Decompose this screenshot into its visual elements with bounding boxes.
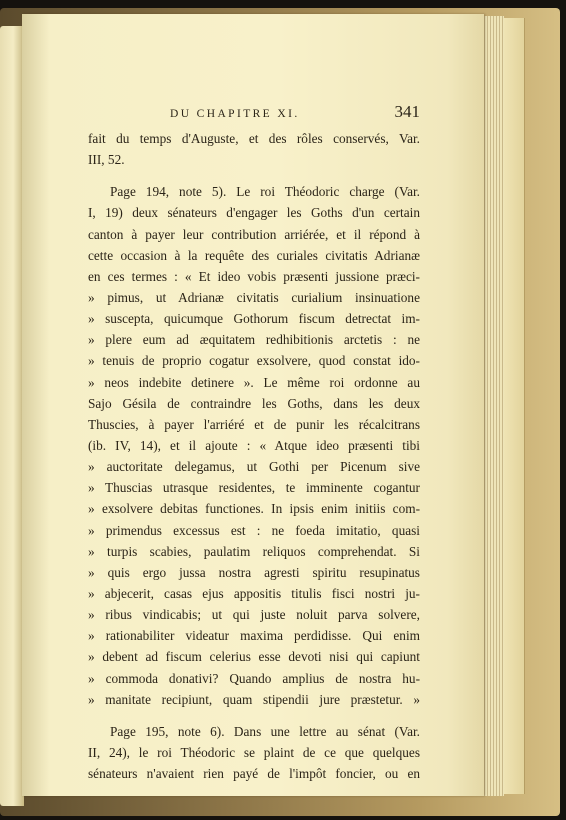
text-line: » tenuis de proprio cogatur exsolvere, quod constat ido- bbox=[88, 353, 420, 369]
text-line: » pimus, ut Adrianæ civitatis curialium insinuatione bbox=[88, 289, 420, 305]
text-line: I, 19) deux sénateurs d'engager les Goths d'un certain bbox=[88, 205, 420, 221]
text-line: » quis ergo jussa nostra agresti spiritu resupinatus bbox=[88, 564, 420, 580]
text-line: » commoda donativi? Quando amplius de nostra hu- bbox=[88, 670, 420, 686]
text-line: » abjecerit, casas ejus appositis titulis fisci nostri ju- bbox=[88, 585, 420, 601]
page-number: 341 bbox=[394, 102, 420, 121]
text-line: » neos indebite detinere ». Le même roi ordonne au bbox=[88, 374, 420, 390]
text-line: » turpis scabies, paulatim reliquos comprehendat. Si bbox=[88, 543, 420, 559]
running-header bbox=[88, 102, 420, 126]
text-line: » exsolvere debitas functiones. In ipsis enim initiis com- bbox=[88, 501, 420, 517]
page-edges bbox=[482, 16, 504, 796]
text-line: III, 52. bbox=[88, 152, 125, 168]
text-line: » ribus vindicabis; ut qui juste noluit parva solvere, bbox=[88, 607, 420, 623]
text-line: cette occasion à la requête des curiales civitatis Adrianæ bbox=[88, 247, 420, 263]
text-line: Page 195, note 6). Dans une lettre au sénat (Var. bbox=[110, 723, 420, 739]
book-page bbox=[22, 14, 484, 796]
text-line: Sajo Gésila de contraindre les Goths, dans les deux bbox=[88, 395, 420, 411]
text-line: » auctoritate delegamus, ut Gothi per Picenum sive bbox=[88, 459, 420, 475]
text-line: » suscepta, quicumque Gothorum fiscum detrectat im- bbox=[88, 311, 420, 327]
text-line: » debent ad fiscum celerius esse devoti nisi qui capiunt bbox=[88, 649, 420, 665]
text-line: » Thuscias utrasque residentes, te imminente cogantur bbox=[88, 480, 420, 496]
facing-page-edge bbox=[0, 26, 24, 806]
text-line: » rationabiliter videatur maxima perdidisse. Qui enim bbox=[88, 628, 420, 644]
text-line: fait du temps d'Auguste, et des rôles conservés, Var. bbox=[88, 131, 420, 146]
text-line: en ces termes : « Et ideo vobis præsenti jussione præci- bbox=[88, 268, 420, 284]
text-line: (ib. IV, 14), et il ajoute : « Atque ideo præsenti tibi bbox=[88, 437, 420, 453]
text-line: Thuscies, à payer l'arriéré et de punir les récalcitrans bbox=[88, 416, 420, 432]
text-line: » primendus excessus est : ne foeda imitatio, quasi bbox=[88, 522, 420, 538]
text-line: » plere eum ad æquitatem redhibitionis arctetis : ne bbox=[88, 332, 420, 348]
text-line: Page 194, note 5). Le roi Théodoric charge (Var. bbox=[110, 184, 420, 200]
text-line: II, 24), le roi Théodoric se plaint de ce que quelques bbox=[88, 744, 420, 760]
text-line: » manitate recipiunt, quam stipendii jure præstetur. » bbox=[88, 691, 420, 707]
text-line: canton à payer leur contribution arriérée, et il répond à bbox=[88, 226, 420, 242]
running-head: DU CHAPITRE XI. bbox=[170, 108, 300, 120]
text-line: sénateurs n'avaient rien payé de l'impôt foncier, ou en bbox=[88, 766, 420, 782]
page-body bbox=[88, 128, 420, 784]
page-block-edge bbox=[504, 18, 525, 794]
